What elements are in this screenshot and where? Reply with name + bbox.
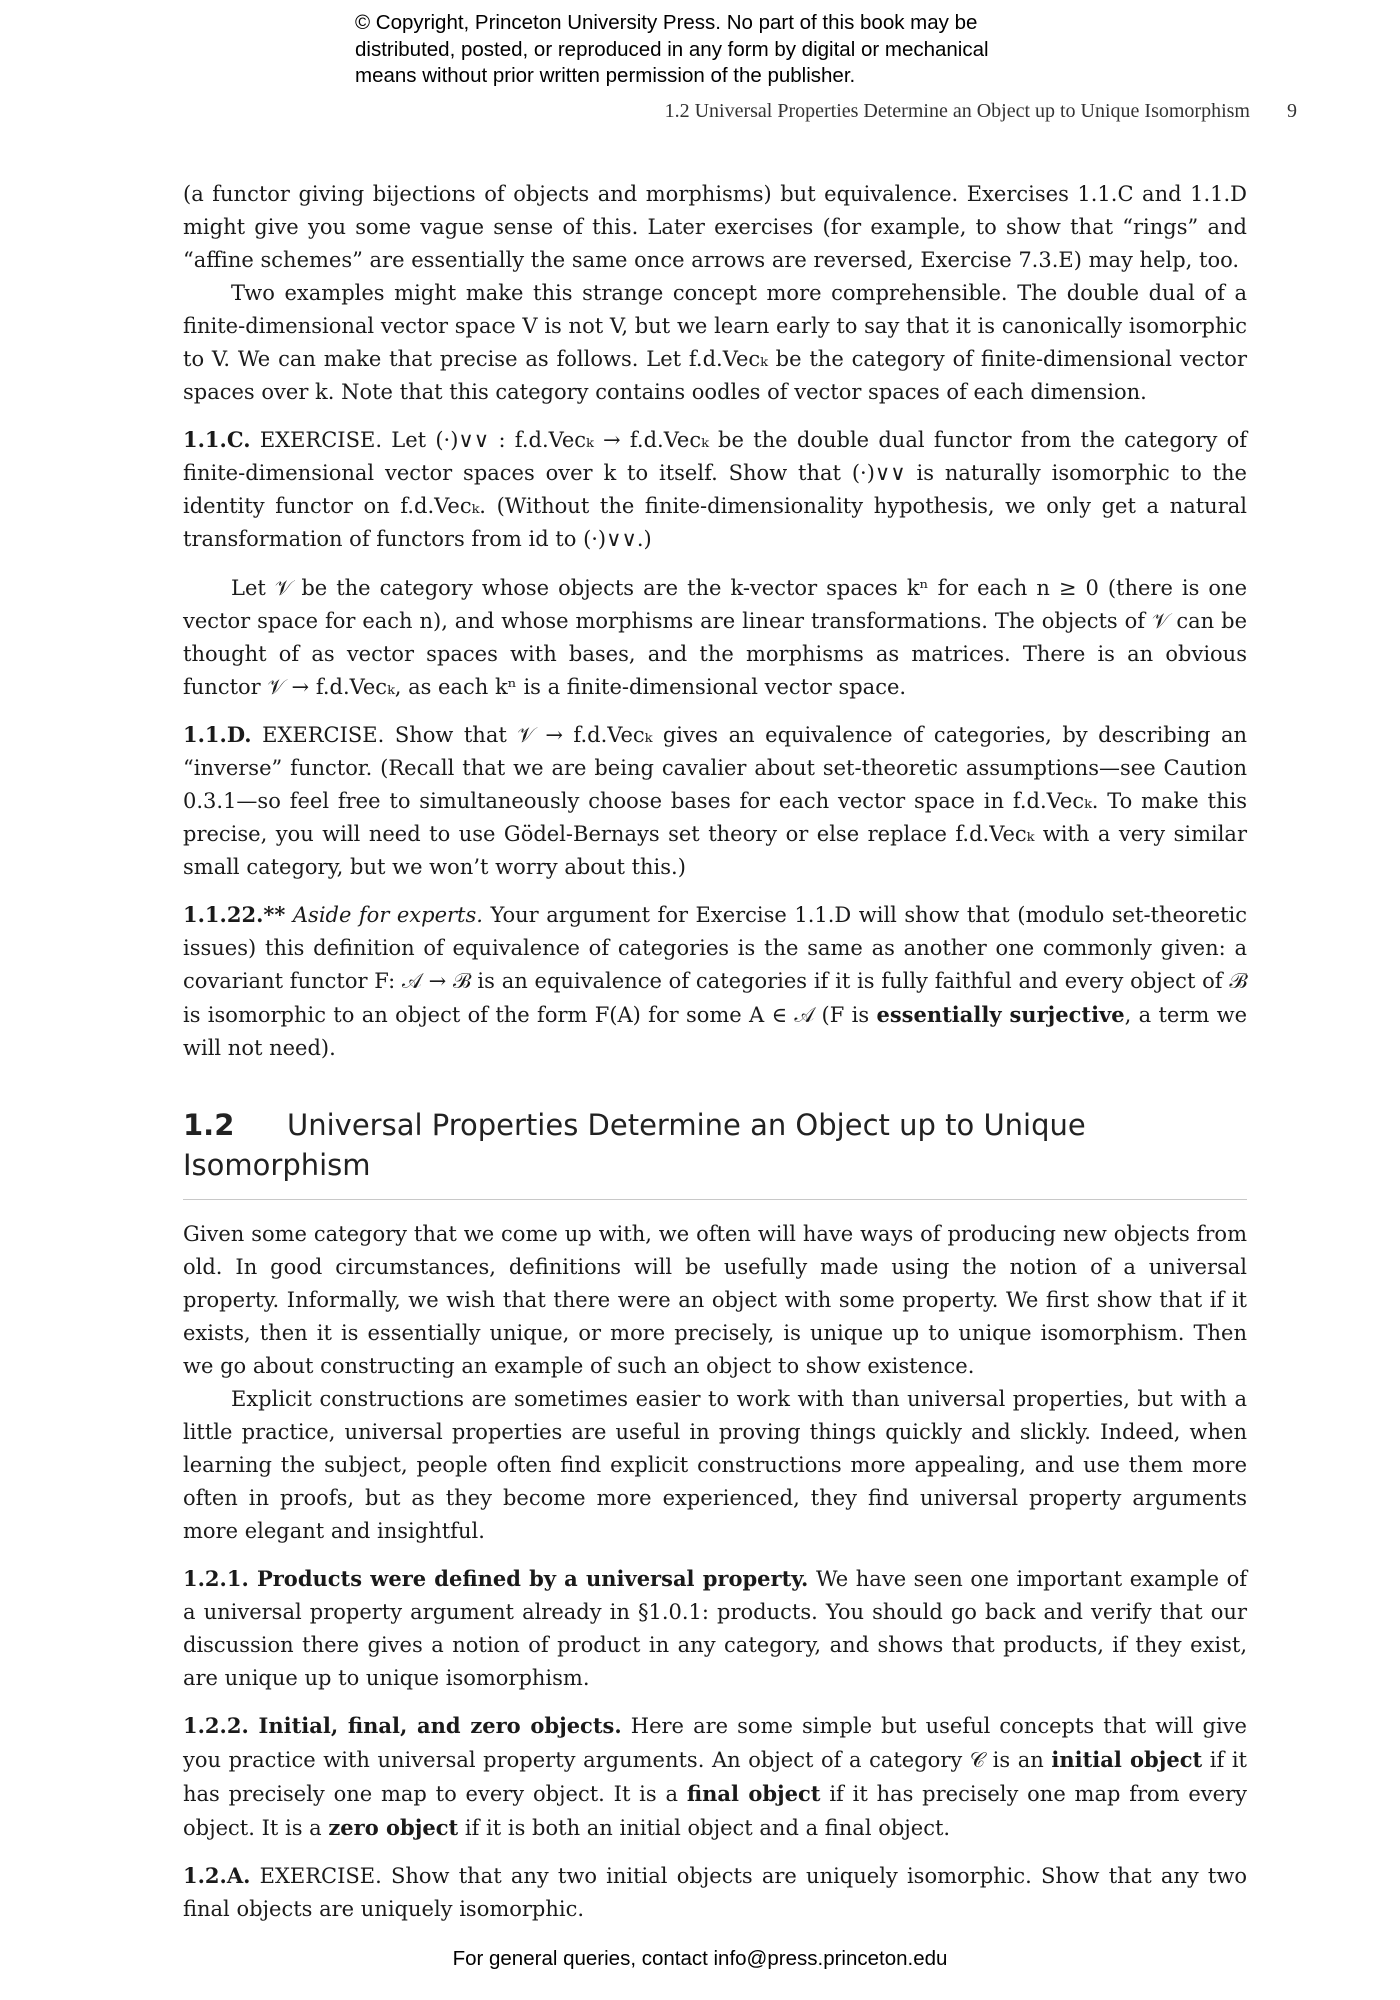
exercise-text: EXERCISE. Show that any two initial objects are uniquely isomorphic. Show that any two final objects are uniquely isomorphic.: [183, 1864, 1247, 1921]
body-paragraph: (a functor giving bijections of objects and morphisms) but equivalence. Exercises 1.1.C and 1.1.D might give you some vague sense of this. Later exercises (for example, to show that “rings” and “affine schemes” are essentially the same once arrows are reversed, Exercise 7.3.E) may help, too.: [183, 182, 1247, 272]
page-number: 9: [1287, 100, 1297, 122]
aside-label: 1.1.22.**: [183, 902, 286, 927]
aside-text: Your argument for Exercise 1.1.D will show that (modulo set-theoretic issues) this definition of equivalence of categories is the same as another one commonly given: a covariant functor F: 𝒜 → ℬ is an equivalence of categories if it is fully faithful and every object of ℬ is isomorphic to an object of the form F(A) for some A ∈ 𝒜 (F is: [183, 903, 1247, 1027]
subsection-label: 1.2.2. Initial, final, and zero objects.: [183, 1713, 622, 1738]
copyright-line: means without prior written permission of the publisher.: [355, 64, 856, 87]
body-paragraph: Two examples might make this strange concept more comprehensible. The double dual of a finite-dimensional vector space V is not V, but we learn early to say that it is canonically isomorphic to V. We can make that precise as follows. Let f.d.Vecₖ be the category of finite-dimensional vector spaces over k. Note that this category contains oodles of vector spaces of each dimension.: [183, 281, 1247, 404]
subsection-1-2-1: [183, 1562, 1247, 1695]
exercise-label: 1.1.D.: [183, 722, 252, 747]
footer-contact: For general queries, contact info@press.princeton.edu: [452, 1947, 948, 1970]
subsection-text: if it has precisely one map to every object. It is a: [183, 1748, 1247, 1806]
section-number: 1.2: [183, 1108, 235, 1142]
aside-term: essentially surjective: [876, 1002, 1125, 1027]
exercise-label: 1.1.C.: [183, 427, 251, 452]
subsection-label: 1.2.1. Products were defined by a universal property.: [183, 1566, 809, 1591]
body-paragraph: Explicit constructions are sometimes easier to work with than universal properties, but with a little practice, universal properties are useful in proving things quickly and slickly. Indeed, when learning the subject, people often find explicit constructions more appealing, and use them more often in proofs, but as they become more experienced, they find universal property arguments more elegant and insightful.: [183, 1387, 1247, 1543]
aside-text-end: , a term we will not need).: [183, 1003, 1247, 1060]
copyright-line: © Copyright, Princeton University Press. No part of this book may be: [355, 11, 978, 34]
subsection-text: if it is both an initial object and a final object.: [464, 1816, 951, 1840]
term-final-object: final object: [686, 1781, 821, 1806]
page-body: [183, 178, 1247, 1926]
exercise-1-2-A: [183, 1859, 1247, 1926]
copyright-line: distributed, posted, or reproduced in any form by digital or mechanical: [355, 37, 989, 61]
body-paragraph: Given some category that we come up with, we often will have ways of producing new objects from old. In good circumstances, definitions will be usefully made using the notion of a universal property. Informally, we wish that there were an object with some property. We first show that if it exists, then it is essentially unique, or more precisely, is unique up to unique isomorphism. Then we go about constructing an example of such an object to show existence.: [183, 1222, 1247, 1378]
subsection-text: if it has precisely one map from every object. It is a: [183, 1782, 1248, 1840]
exercise-text: EXERCISE. Let (·)∨∨ : f.d.Vecₖ → f.d.Vecₖ be the double dual functor from the category of finite-dimensional vector spaces over k to itself. Show that (·)∨∨ is naturally isomorphic to the identity functor on f.d.Vecₖ. (Without the finite-dimensionality hypothesis, we only get a natural transformation of functors from id to (·)∨∨.): [183, 428, 1247, 551]
section-title: Universal Properties Determine an Object up to Unique Isomorphism: [183, 1108, 1086, 1182]
term-initial-object: initial object: [1051, 1747, 1203, 1772]
section-heading: [183, 1105, 1247, 1200]
exercise-1-1-D: [183, 718, 1247, 884]
subsection-1-2-2: [183, 1709, 1247, 1845]
subsection-text: We have seen one important example of a universal property argument already in §1.0.1: products. You should go back and verify that our discussion there gives a notion of product in any category, and shows that products, if they exist, are unique up to unique isomorphism.: [183, 1567, 1247, 1690]
copyright-notice: [355, 10, 1115, 90]
running-head-title: 1.2 Universal Properties Determine an Object up to Unique Isomorphism: [664, 100, 1250, 122]
aside-title: Aside for experts.: [292, 903, 483, 927]
term-zero-object: zero object: [328, 1815, 459, 1840]
body-paragraph: Let 𝒱 be the category whose objects are the k-vector spaces kⁿ for each n ≥ 0 (there is one vector space for each n), and whose morphisms are linear transformations. The objects of 𝒱 can be thought of as vector spaces with bases, and the morphisms as matrices. There is an obvious functor 𝒱 → f.d.Vecₖ, as each kⁿ is a finite-dimensional vector space.: [183, 576, 1247, 699]
exercise-text: EXERCISE. Show that 𝒱 → f.d.Vecₖ gives an equivalence of categories, by describing an “inverse” functor. (Recall that we are being cavalier about set-theoretic assumptions—see Caution 0.3.1—so feel free to simultaneously choose bases for each vector space in f.d.Vecₖ. To make this precise, you will need to use Gödel-Bernays set theory or else replace f.d.Vecₖ with a very similar small category, but we won’t worry about this.): [183, 723, 1247, 879]
subsection-text: Here are some simple but useful concepts that will give you practice with universal property arguments. An object of a category 𝒞 is an: [183, 1714, 1247, 1772]
exercise-label: 1.2.A.: [183, 1863, 251, 1888]
aside-1-1-22: [183, 898, 1247, 1065]
exercise-1-1-C: [183, 423, 1247, 556]
